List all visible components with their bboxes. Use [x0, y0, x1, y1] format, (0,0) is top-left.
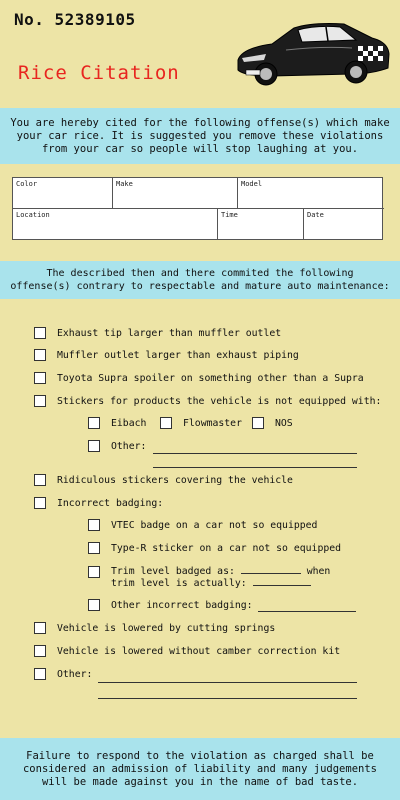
- checkbox[interactable]: [88, 519, 100, 531]
- statement-notice: [0, 261, 400, 299]
- offense-incorrect-badging: [34, 497, 163, 509]
- checkbox[interactable]: [34, 668, 46, 680]
- ticket-number: No. 52389105: [14, 10, 136, 29]
- badge-vtec: [88, 519, 317, 531]
- offense-label: Toyota Supra spoiler on something other than a Supra: [57, 372, 364, 384]
- sticker-flowmaster-label: Flowmaster: [183, 417, 242, 429]
- checkbox[interactable]: [34, 327, 46, 339]
- color-label: Color: [16, 180, 38, 188]
- offense-cutting-springs: [34, 622, 275, 634]
- offense-muffler-outlet: [34, 349, 299, 361]
- time-label: Time: [221, 211, 238, 219]
- badge-other: [88, 599, 253, 611]
- sticker-eibach-label: Eibach: [111, 417, 147, 429]
- checkbox[interactable]: [252, 417, 264, 429]
- offense-label: Vehicle is lowered without camber correction kit: [57, 645, 341, 657]
- car-illustration: [232, 10, 392, 92]
- sticker-nos-label: NOS: [275, 417, 293, 429]
- checkbox[interactable]: [34, 497, 46, 509]
- offense-stickers: [34, 395, 381, 407]
- location-field[interactable]: [13, 209, 218, 240]
- offense-label: Muffler outlet larger than exhaust piping: [57, 349, 299, 361]
- checkbox[interactable]: [34, 372, 46, 384]
- offense-label: Stickers for products the vehicle is not equipped with:: [57, 395, 382, 407]
- date-field[interactable]: [304, 209, 384, 240]
- make-label: Make: [116, 180, 133, 188]
- sticker-flowmaster: [160, 417, 242, 429]
- offense-other: [34, 668, 92, 680]
- vehicle-info-form: [12, 177, 383, 240]
- offense-exhaust-tip: [34, 327, 281, 339]
- time-field[interactable]: [218, 209, 304, 240]
- checkbox[interactable]: [160, 417, 172, 429]
- checkbox[interactable]: [34, 395, 46, 407]
- offense-label: Ridiculous stickers covering the vehicle: [57, 474, 293, 486]
- checkbox[interactable]: [34, 645, 46, 657]
- offense-label: Incorrect badging:: [57, 497, 164, 509]
- checkbox[interactable]: [88, 566, 100, 578]
- badge-other-label: Other incorrect badging:: [111, 599, 253, 611]
- badge-vtec-label: VTEC badge on a car not so equipped: [111, 519, 318, 531]
- checkbox[interactable]: [88, 599, 100, 611]
- checkbox[interactable]: [88, 440, 100, 452]
- badge-other-line[interactable]: [258, 611, 356, 612]
- trim-badged-as-label: Trim level badged as:: [111, 566, 235, 577]
- color-field[interactable]: [13, 178, 113, 209]
- checkbox[interactable]: [88, 542, 100, 554]
- location-label: Location: [16, 211, 50, 219]
- checkbox[interactable]: [88, 417, 100, 429]
- offense-no-camber-kit: [34, 645, 340, 657]
- sticker-eibach: [88, 417, 146, 429]
- other-line-2[interactable]: [98, 698, 357, 699]
- sticker-other-line-2[interactable]: [153, 467, 357, 468]
- trim-actually-line[interactable]: [253, 585, 311, 586]
- badge-typer: [88, 542, 341, 554]
- sticker-other: [88, 440, 146, 452]
- model-label: Model: [241, 180, 263, 188]
- model-field[interactable]: [238, 178, 384, 209]
- trim-actually-label: trim level is actually:: [111, 578, 247, 589]
- date-label: Date: [307, 211, 324, 219]
- sticker-other-label: Other:: [111, 440, 147, 452]
- intro-notice: [0, 108, 400, 164]
- badge-typer-label: Type-R sticker on a car not so equipped: [111, 542, 342, 554]
- footer-text: Failure to respond to the violation as charged shall be considered an admission of liability and many judgements will be made against you in the name of bad taste.: [22, 749, 377, 788]
- trim-when-label: when: [306, 566, 331, 577]
- checkbox[interactable]: [34, 349, 46, 361]
- trim-badged-as-line[interactable]: [241, 573, 301, 574]
- offense-label: Vehicle is lowered by cutting springs: [57, 622, 276, 634]
- other-line-1[interactable]: [98, 682, 357, 683]
- statement-text: The described then and there commited the following offense(s) contrary to respectable and mature auto maintenance:: [10, 268, 390, 292]
- checkbox[interactable]: [34, 622, 46, 634]
- offense-supra-spoiler: [34, 372, 364, 384]
- offense-ridiculous-stickers: [34, 474, 293, 486]
- footer-notice: [0, 738, 400, 800]
- offense-label: Exhaust tip larger than muffler outlet: [57, 327, 282, 339]
- trim-level-text: [111, 566, 330, 590]
- page-title: Rice Citation: [18, 62, 180, 84]
- intro-text: You are hereby cited for the following offense(s) which make your car rice. It is suggested you remove these violations from your car so people will stop laughing at you.: [10, 116, 390, 155]
- offense-label: Other:: [57, 668, 93, 680]
- make-field[interactable]: [113, 178, 238, 209]
- sticker-other-line-1[interactable]: [153, 453, 357, 454]
- badge-trim-level: [88, 566, 330, 590]
- sticker-nos: [252, 417, 293, 429]
- checkbox[interactable]: [34, 474, 46, 486]
